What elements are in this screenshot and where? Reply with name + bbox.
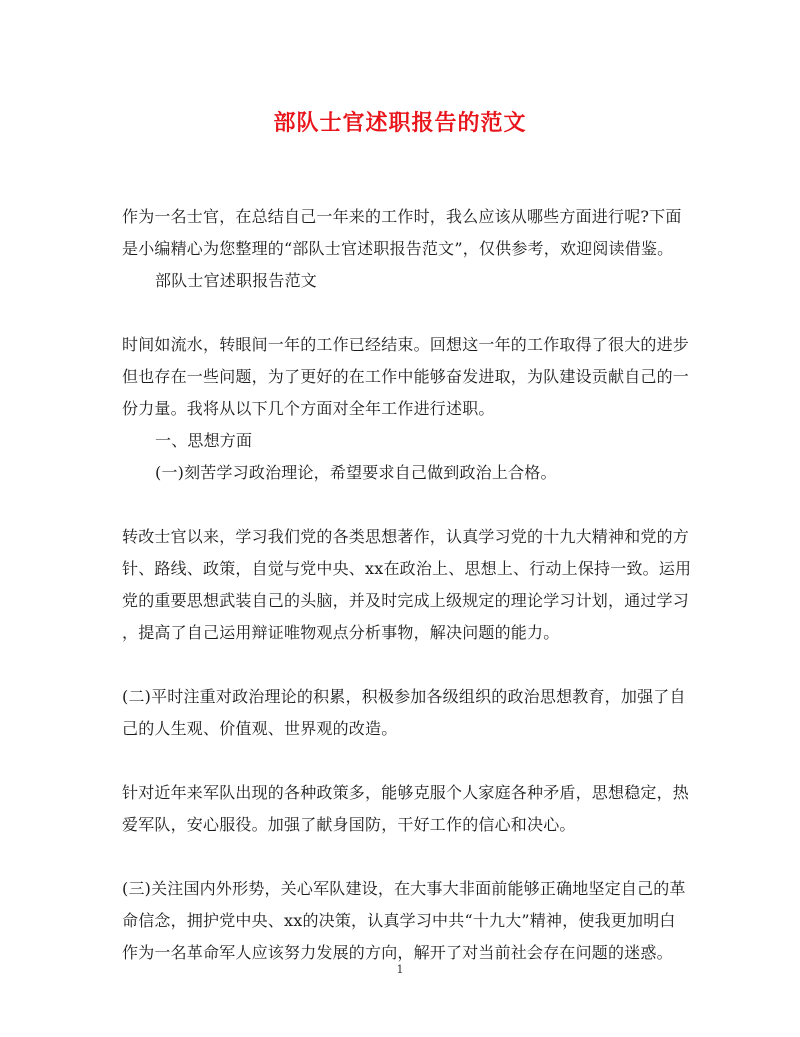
section-heading: 一、思想方面 bbox=[155, 431, 253, 450]
page-number: 1 bbox=[396, 963, 404, 976]
paragraph-line: 但也存在一些问题，为了更好的在工作中能够奋发进取，为队建设贡献自己的一 bbox=[122, 367, 690, 386]
paragraph-line: 作为一名革命军人应该努力发展的方向，解开了对当前社会存在问题的迷惑。 bbox=[122, 943, 673, 962]
paragraph-line: 针对近年来军队出现的各种政策多，能够克服个人家庭各种矛盾，思想稳定，热 bbox=[122, 783, 690, 802]
paragraph-line: 命信念，拥护党中央、xx的决策，认真学习中共“十九大”精神，使我更加明白 bbox=[122, 911, 676, 930]
paragraph-line: (三)关注国内外形势，关心军队建设，在大事大非面前能够正确地坚定自己的革 bbox=[122, 879, 686, 898]
subsection-heading: (一)刻苦学习政治理论，希望要求自己做到政治上合格。 bbox=[155, 463, 557, 482]
paragraph-line: 针、路线、政策，自觉与党中央、xx在政治上、思想上、行动上保持一致。运用 bbox=[122, 559, 692, 578]
paragraph-line: 是小编精心为您整理的“部队士官述职报告范文”，仅供参考，欢迎阅读借鉴。 bbox=[122, 239, 674, 258]
paragraph-line: 党的重要思想武装自己的头脑，并及时完成上级规定的理论学习计划，通过学习 bbox=[122, 591, 690, 610]
paragraph-line: 爱军队，安心服役。加强了献身国防，干好工作的信心和决心。 bbox=[122, 815, 576, 834]
paragraph-line: 作为一名士官，在总结自己一年来的工作时，我么应该从哪些方面进行呢?下面 bbox=[122, 207, 682, 226]
paragraph-line: 时间如流水，转眼间一年的工作已经结束。回想这一年的工作取得了很大的进步 bbox=[122, 335, 690, 354]
document-title: 部队士官述职报告的范文 bbox=[273, 110, 527, 136]
paragraph-line: 转改士官以来，学习我们党的各类思想著作，认真学习党的十九大精神和党的方 bbox=[122, 527, 690, 546]
paragraph-line: 己的人生观、价值观、世界观的改造。 bbox=[122, 719, 398, 738]
paragraph-line: (二)平时注重对政治理论的积累，积极参加各级组织的政治思想教育，加强了自 bbox=[122, 687, 686, 706]
paragraph-line: 份力量。我将从以下几个方面对全年工作进行述职。 bbox=[122, 399, 495, 418]
section-heading: 部队士官述职报告范文 bbox=[155, 271, 318, 290]
paragraph-line: ，提高了自己运用辩证唯物观点分析事物，解决问题的能力。 bbox=[122, 623, 560, 642]
